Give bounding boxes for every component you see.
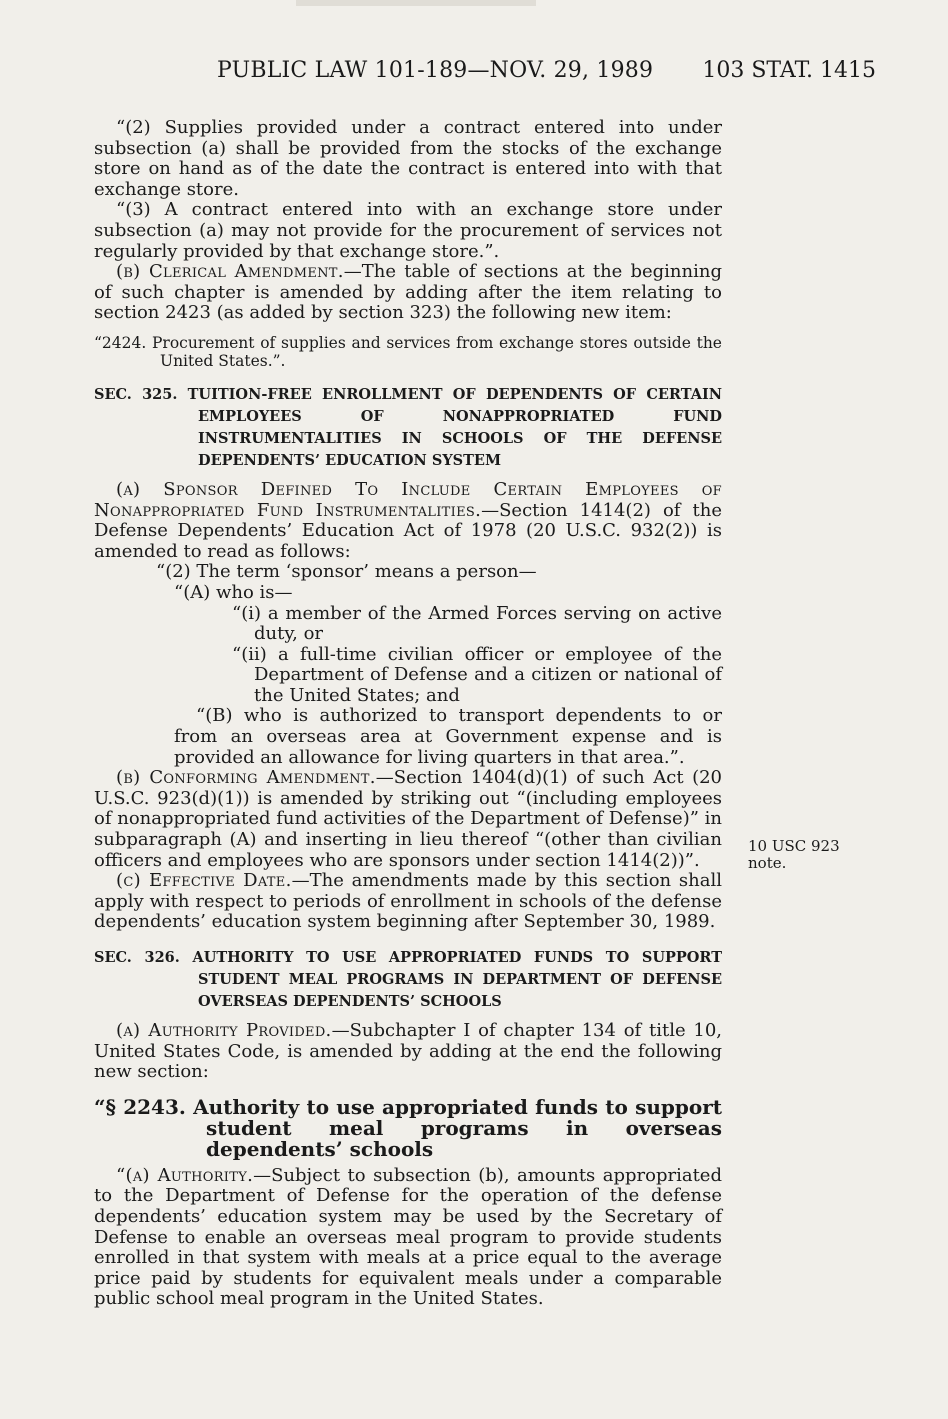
margin-note: 10 USC 923 note. <box>748 837 840 872</box>
quoted-subparagraph-b: “(B) who is authorized to transport dependents to or from an overseas area at Government expense and is provided an allowance for living quarters in that area.”. <box>174 705 722 768</box>
section-heading-326: SEC. 326. AUTHORITY TO USE APPROPRIATED FUNDS TO SUPPORT STUDENT MEAL PROGRAMS IN DEPARTMENT OF DEFENSE OVERSEAS DEPENDENTS’ SCHOOLS <box>94 949 722 1010</box>
page-header <box>0 58 948 98</box>
document-body <box>94 118 722 1310</box>
paragraph-label: (c) Effective Date. <box>116 870 292 892</box>
paragraph-label: “(a) Authority. <box>116 1164 254 1186</box>
paragraph-text: —Section 1414(2) of the Defense Dependents’ Education Act of 1978 (20 U.S.C. 932(2)) is amended to read as follows: <box>94 499 722 562</box>
quoted-clause-i: “(i) a member of the Armed Forces serving on active duty, or <box>232 602 722 645</box>
running-title: PUBLIC LAW 101-189—NOV. 29, 1989 <box>217 58 654 83</box>
table-of-sections-item: “2424. Procurement of supplies and services from exchange stores outside the United States.”. <box>94 333 722 370</box>
paragraph-effective-date <box>94 871 722 933</box>
paragraph-text: —Subject to subsection (b), amounts appropriated to the Department of Defense for the operation of the defense dependents’ education system may be used by the Secretary of Defense to enable an overseas meal program to provide students enrolled in that system with meals at a price equal to the average price paid by students for equivalent meals under a comparable public school meal program in the United States. <box>94 1164 722 1310</box>
scan-artifact <box>296 0 536 6</box>
statute-page-number: 103 STAT. 1415 <box>702 58 876 83</box>
paragraph-contract-services: “(3) A contract entered into with an exchange store under subsection (a) may not provide for the procurement of services not regularly provided by that exchange store.”. <box>94 199 722 262</box>
paragraph-text: —Subchapter I of chapter 134 of title 10, United States Code, is amended by adding at the end the following new section: <box>94 1020 723 1083</box>
paragraph-conforming-amendment <box>94 768 722 871</box>
quoted-clause-ii: “(ii) a full-time civilian officer or employee of the Department of Defense and a citizen or national of the United States; and <box>232 643 722 706</box>
paragraph-authority <box>94 1166 722 1310</box>
paragraph-clerical-amendment <box>94 262 722 324</box>
paragraph-text: —The amendments made by this section shall apply with respect to periods of enrollment in schools of the defense dependents’ education system beginning after September 30, 1989. <box>94 870 722 933</box>
section-heading-325: SEC. 325. TUITION-FREE ENROLLMENT OF DEPENDENTS OF CERTAIN EMPLOYEES OF NONAPPROPRIATED FUND INSTRUMENTALITIES IN SCHOOLS OF THE DEFENSE DEPENDENTS’ EDUCATION SYSTEM <box>94 385 722 469</box>
quoted-paragraph-2: “(2) The term ‘sponsor’ means a person— <box>156 561 537 583</box>
section-heading-2243: “§ 2243. Authority to use appropriated funds to support student meal programs in overseas dependents’ schools <box>94 1094 722 1161</box>
paragraph-authority-provided <box>94 1021 722 1083</box>
quoted-subparagraph-a: “(A) who is— <box>174 581 293 603</box>
paragraph-sponsor-defined <box>94 480 722 562</box>
paragraph-label: (b) Conforming Amendment. <box>116 767 376 789</box>
paragraph-label: (a) Authority Provided. <box>116 1020 332 1041</box>
paragraph-label: (a) Sponsor Defined To Include Certain Employees of Nonappropriated Fund Instrumentalities. <box>94 478 722 521</box>
paragraph-text: —The table of sections at the beginning of such chapter is amended by adding after the item relating to section 2423 (as added by section 323) the following new item: <box>94 261 722 324</box>
paragraph-label: (b) Clerical Amendment. <box>116 261 344 283</box>
paragraph-supplies: “(2) Supplies provided under a contract entered into under subsection (a) shall be provided from the stocks of the exchange store on hand as of the date the contract is entered into with that exchange store. <box>94 117 722 200</box>
paragraph-text: —Section 1404(d)(1) of such Act (20 U.S.C. 923(d)(1)) is amended by striking out “(including employees of nonappropriated fund activities of the Department of Defense)” in subparagraph (A) and inserting in lieu thereof “(other than civilian officers and employees who are sponsors under section 1414(2))”. <box>94 767 723 871</box>
